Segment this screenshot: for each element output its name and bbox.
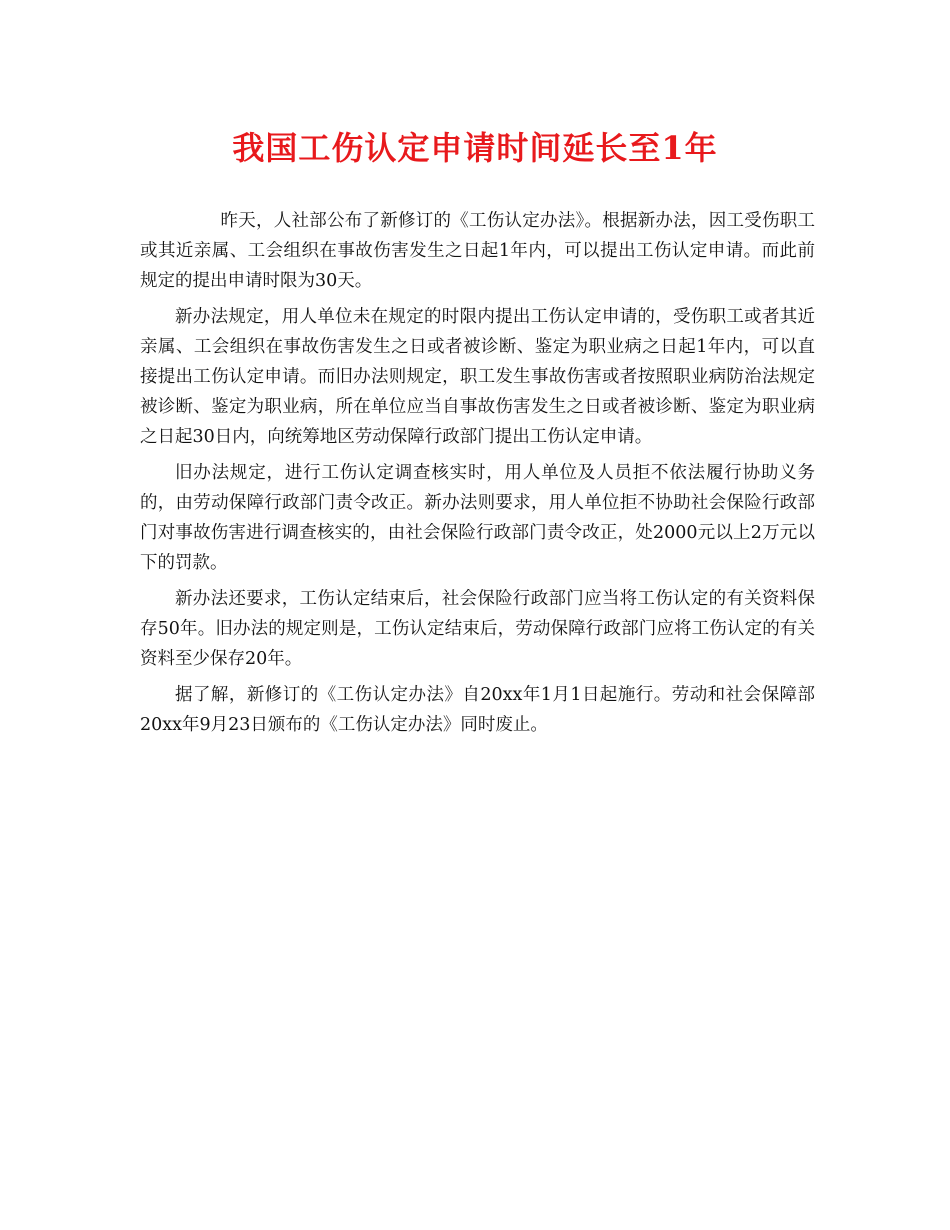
document-body xyxy=(140,206,815,746)
paragraph-4: 新办法还要求，工伤认定结束后，社会保险行政部门应当将工伤认定的有关资料保存50年。旧办法的规定则是，工伤认定结束后，劳动保障行政部门应将工伤认定的有关资料至少保存20年。 xyxy=(140,589,815,669)
paragraph-2: 新办法规定，用人单位未在规定的时限内提出工伤认定申请的，受伤职工或者其近亲属、工会组织在事故伤害发生之日或者被诊断、鉴定为职业病之日起1年内，可以直接提出工伤认定申请。而旧办法则规定，职工发生事故伤害或者按照职业病防治法规定被诊断、鉴定为职业病，所在单位应当自事故伤害发生之日或者被诊断、鉴定为职业病之日起30日内，向统筹地区劳动保障行政部门提出工伤认定申请。 xyxy=(140,307,815,447)
paragraph-3: 旧办法规定，进行工伤认定调查核实时，用人单位及人员拒不依法履行协助义务的，由劳动保障行政部门责令改正。新办法则要求，用人单位拒不协助社会保险行政部门对事故伤害进行调查核实的，由社会保险行政部门责令改正，处2000元以上2万元以下的罚款。 xyxy=(140,463,815,573)
document-title: 我国工伤认定申请时间延长至1年 xyxy=(232,129,718,167)
paragraph-1: 昨天，人社部公布了新修订的《工伤认定办法》。根据新办法，因工受伤职工或其近亲属、工会组织在事故伤害发生之日起1年内，可以提出工伤认定申请。而此前规定的提出申请时限为30天。 xyxy=(140,211,815,291)
paragraph-5: 据了解，新修订的《工伤认定办法》自20xx年1月1日起施行。劳动和社会保障部20xx年9月23日颁布的《工伤认定办法》同时废止。 xyxy=(140,685,815,735)
